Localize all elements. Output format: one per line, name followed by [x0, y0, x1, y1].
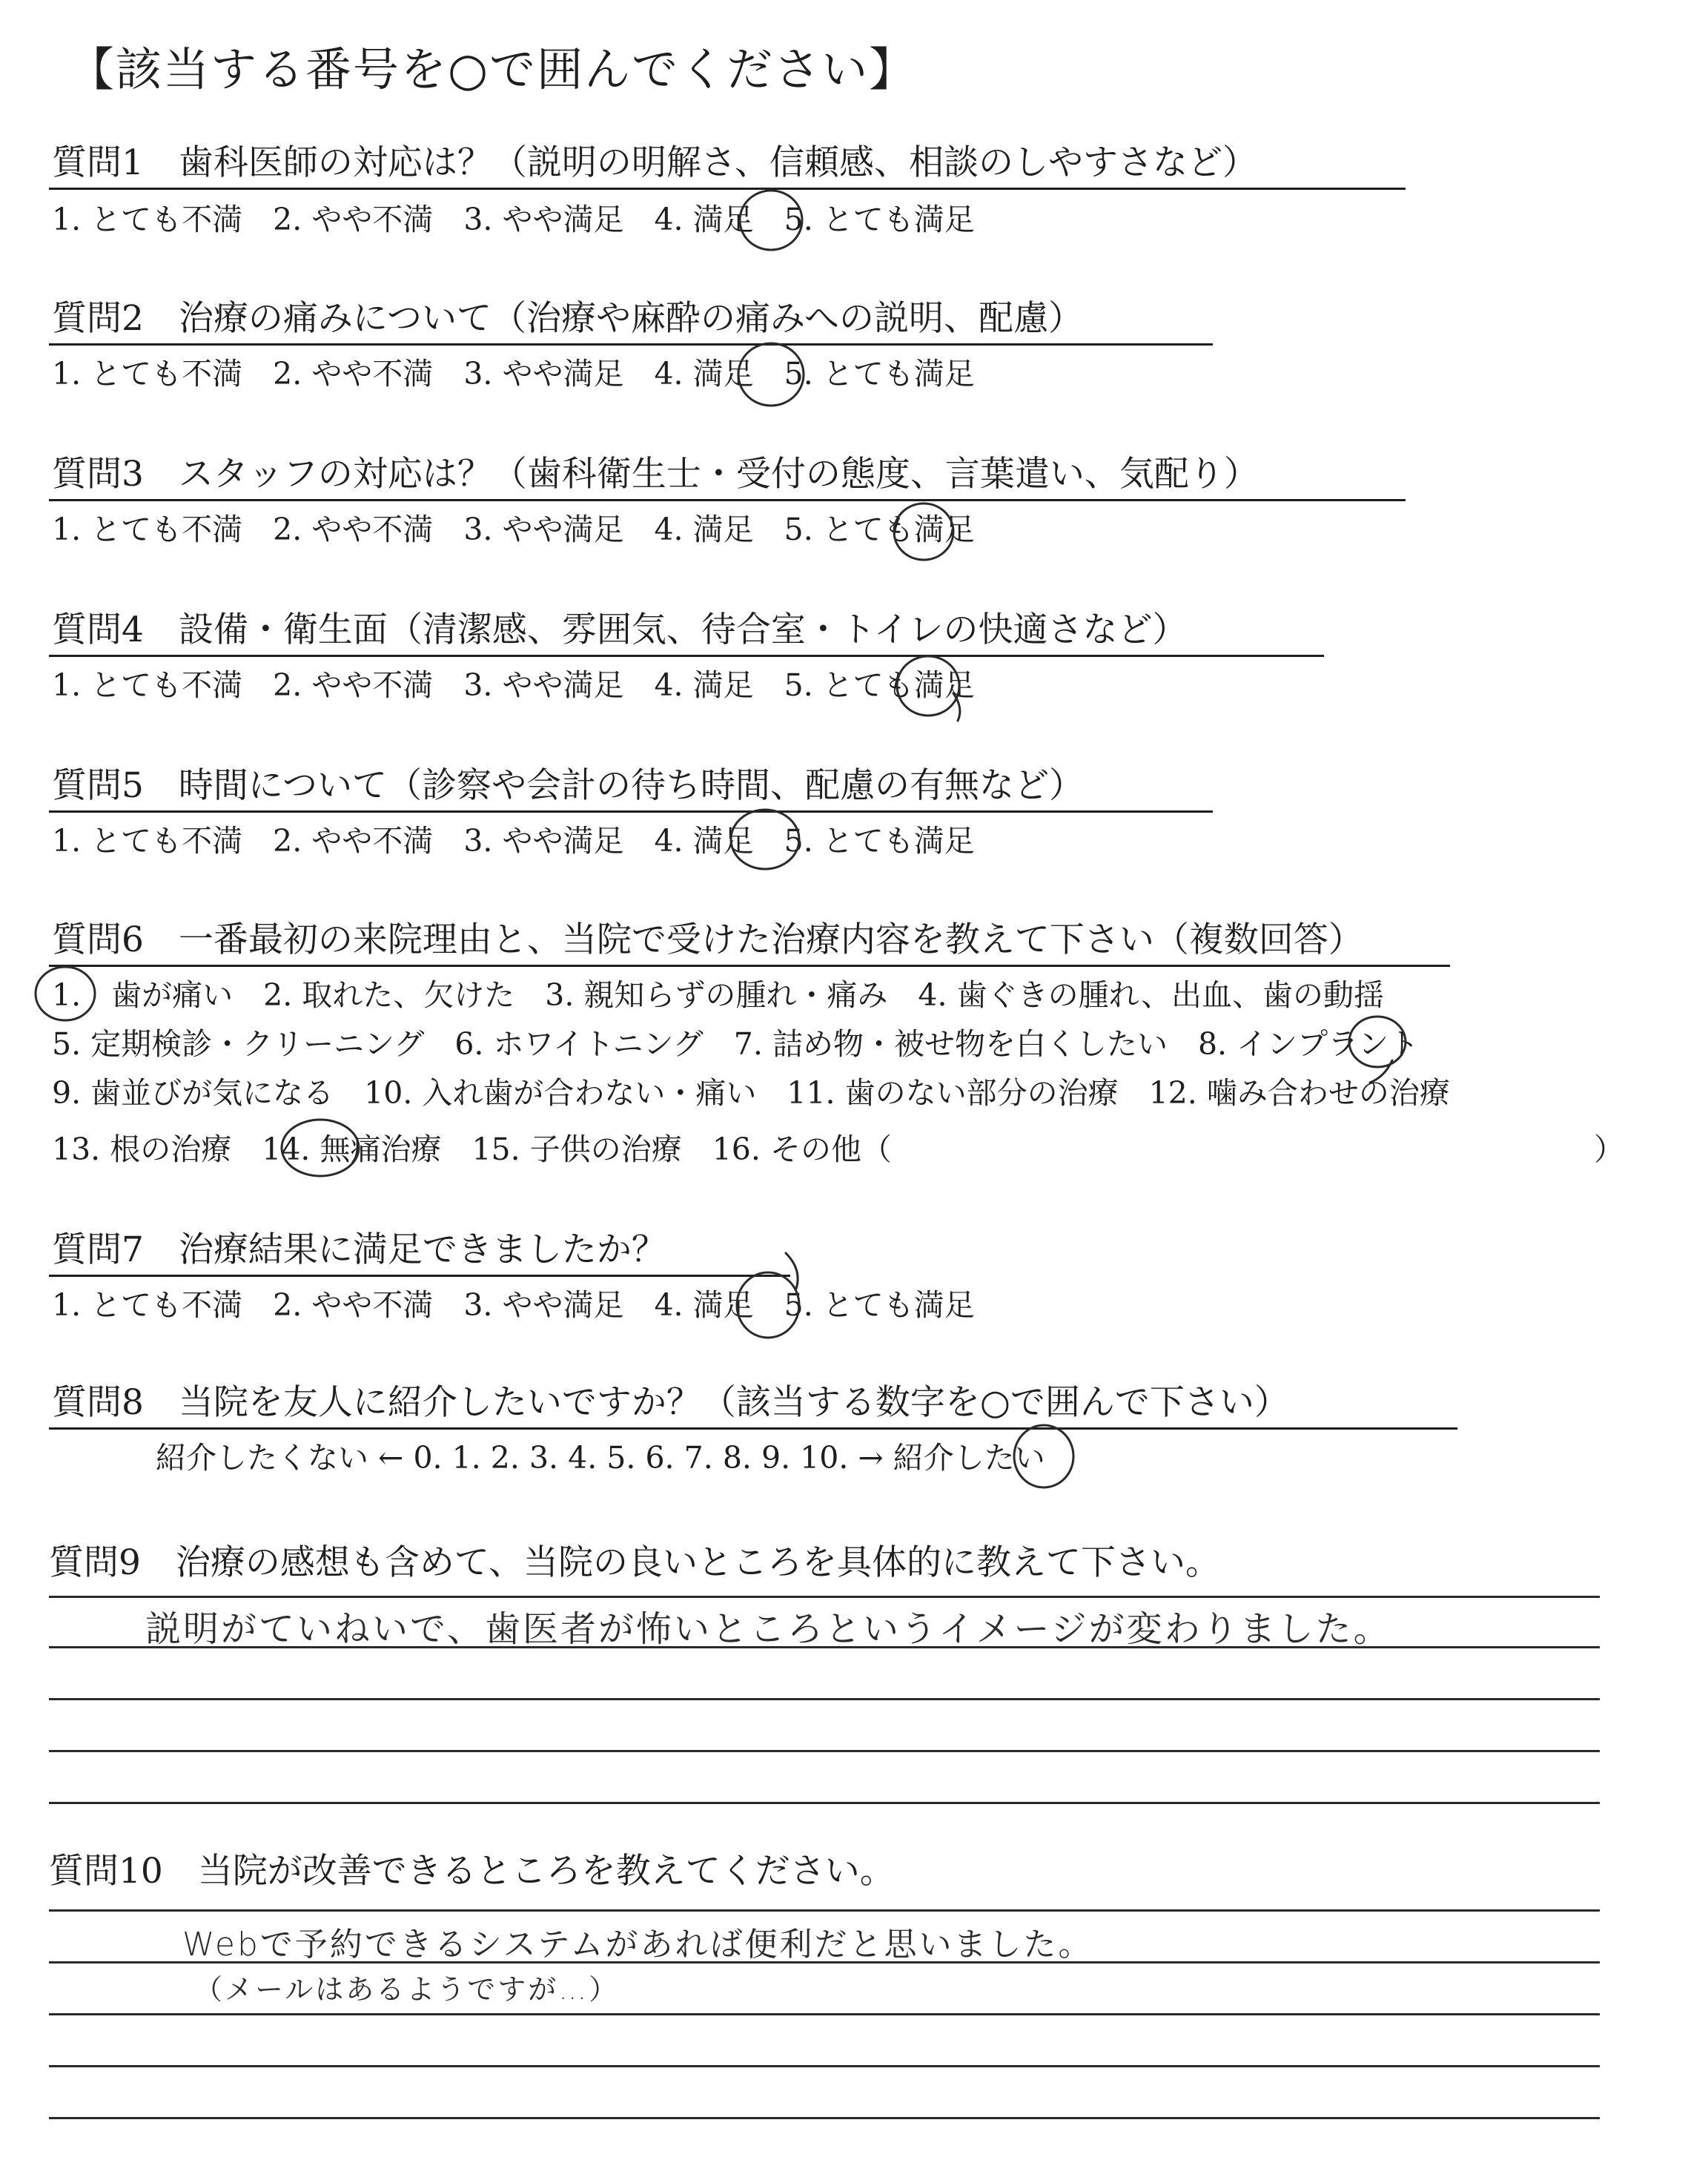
question-6-underline: [49, 965, 1450, 967]
question-3-options: [52, 509, 975, 550]
scale-6[interactable]: 6.: [645, 1440, 675, 1476]
option-2[interactable]: 2. やや不満: [273, 356, 434, 392]
scale-0[interactable]: 0.: [413, 1440, 443, 1476]
question-6-line-1[interactable]: 1. 歯が痛い 2. 取れた、欠けた 3. 親知らずの腫れ・痛み 4. 歯ぐきの腫れ、出血、歯の動揺: [52, 977, 1385, 1013]
option-3[interactable]: 3. やや満足: [463, 512, 624, 547]
option-1[interactable]: 1. とても不満: [52, 356, 243, 392]
question-10-heading: 質問10 当院が改善できるところを教えてください。: [49, 1851, 895, 1892]
option-4[interactable]: 4. 満足: [654, 356, 754, 392]
question-2-options: [52, 353, 975, 394]
question-7-heading: 質問7 治療結果に満足できましたか？: [52, 1229, 666, 1270]
answer-line: [49, 2013, 1600, 2015]
option-3[interactable]: 3. やや満足: [463, 667, 624, 703]
scale-5[interactable]: 5.: [606, 1440, 636, 1476]
option-2[interactable]: 2. やや不満: [273, 202, 434, 237]
option-5[interactable]: 5. とても満足: [784, 202, 975, 237]
option-3[interactable]: 3. やや満足: [463, 356, 624, 392]
option-5[interactable]: 5. とても満足: [784, 512, 975, 547]
form-title: 【該当する番号を○で囲んでください】: [68, 42, 917, 96]
answer-line: [49, 1750, 1600, 1752]
question-9-heading: 質問9 治療の感想も含めて、当院の良いところを具体的に教えて下さい。: [49, 1542, 1220, 1583]
scale-right-label: → 紹介したい: [858, 1440, 1045, 1476]
question-6-line-4[interactable]: 13. 根の治療 14. 無痛治療 15. 子供の治療 16. その他（: [52, 1132, 892, 1167]
question-3-underline: [49, 499, 1406, 501]
answer-line: [49, 1909, 1600, 1912]
option-4[interactable]: 4. 満足: [654, 823, 754, 859]
option-3[interactable]: 3. やや満足: [463, 823, 624, 859]
question-1-options: [52, 199, 975, 240]
question-4-underline: [49, 655, 1324, 657]
option-4[interactable]: 4. 満足: [654, 512, 754, 547]
q10-handwritten-answer-line-2[interactable]: （メールはあるようですが…）: [194, 1973, 620, 2006]
option-5[interactable]: 5. とても満足: [784, 356, 975, 392]
question-2-underline: [49, 343, 1213, 346]
question-7-options: [52, 1284, 975, 1326]
option-3[interactable]: 3. やや満足: [463, 1287, 624, 1323]
question-6-line-3[interactable]: 9. 歯並びが気になる 10. 入れ歯が合わない・痛い 11. 歯のない部分の治療 12. 噛み合わせの治療: [52, 1075, 1450, 1111]
question-4-options: [52, 664, 975, 706]
option-2[interactable]: 2. やや不満: [273, 512, 434, 547]
question-5-heading: 質問5 時間について（診察や会計の待ち時間、配慮の有無など）: [52, 765, 1084, 806]
scale-3[interactable]: 3.: [529, 1440, 559, 1476]
scale-left-label: 紹介したくない ←: [156, 1440, 404, 1476]
scale-2[interactable]: 2.: [490, 1440, 520, 1476]
q9-handwritten-answer[interactable]: 説明がていねいで、歯医者が怖いところというイメージが変わりました。: [145, 1608, 1391, 1650]
question-1-underline: [49, 188, 1406, 190]
recommend-scale: [156, 1437, 1045, 1479]
question-5-underline: [49, 810, 1213, 813]
option-2[interactable]: 2. やや不満: [273, 1287, 434, 1323]
option-1[interactable]: 1. とても不満: [52, 512, 243, 547]
question-8-heading: 質問8 当院を友人に紹介したいですか？（該当する数字を○で囲んで下さい）: [52, 1382, 1289, 1423]
option-1[interactable]: 1. とても不満: [52, 202, 243, 237]
scale-1[interactable]: 1.: [451, 1440, 481, 1476]
question-8-underline: [49, 1427, 1457, 1430]
question-1-heading: 質問1 歯科医師の対応は？（説明の明解さ、信頼感、相談のしやすさなど）: [52, 142, 1258, 183]
question-3-heading: 質問3 スタッフの対応は？（歯科衛生士・受付の態度、言葉遣い、気配り）: [52, 454, 1259, 495]
q7-circle-tail: [786, 1253, 798, 1289]
option-1[interactable]: 1. とても不満: [52, 1287, 243, 1323]
question-5-options: [52, 820, 975, 862]
question-2-heading: 質問2 治療の痛みについて（治療や麻酔の痛みへの説明、配慮）: [52, 298, 1084, 339]
answer-line: [49, 2065, 1600, 2067]
scale-8[interactable]: 8.: [722, 1440, 752, 1476]
option-1[interactable]: 1. とても不満: [52, 667, 243, 703]
other-close-paren: ）: [1594, 1132, 1624, 1167]
answer-line: [49, 1698, 1600, 1700]
option-5[interactable]: 5. とても満足: [784, 823, 975, 859]
option-2[interactable]: 2. やや不満: [273, 667, 434, 703]
answer-line: [49, 1802, 1600, 1804]
scale-4[interactable]: 4.: [568, 1440, 598, 1476]
option-1[interactable]: 1. とても不満: [52, 823, 243, 859]
option-4[interactable]: 4. 満足: [654, 667, 754, 703]
q10-handwritten-answer-line-1[interactable]: Webで予約できるシステムがあれば便利だと思いました。: [182, 1926, 1093, 1964]
option-5[interactable]: 5. とても満足: [784, 1287, 975, 1323]
option-2[interactable]: 2. やや不満: [273, 823, 434, 859]
option-4[interactable]: 4. 満足: [654, 1287, 754, 1323]
question-6-heading: 質問6 一番最初の来院理由と、当院で受けた治療内容を教えて下さい（複数回答）: [52, 919, 1363, 960]
answer-line: [49, 1596, 1600, 1598]
scale-7[interactable]: 7.: [683, 1440, 713, 1476]
option-4[interactable]: 4. 満足: [654, 202, 754, 237]
option-5[interactable]: 5. とても満足: [784, 667, 975, 703]
question-7-underline: [49, 1275, 790, 1277]
scale-9[interactable]: 9.: [761, 1440, 791, 1476]
scale-10[interactable]: 10.: [800, 1440, 849, 1476]
option-3[interactable]: 3. やや満足: [463, 202, 624, 237]
question-4-heading: 質問4 設備・衛生面（清潔感、雰囲気、待合室・トイレの快適さなど）: [52, 610, 1188, 650]
answer-line: [49, 2117, 1600, 2119]
question-6-line-2[interactable]: 5. 定期検診・クリーニング 6. ホワイトニング 7. 詰め物・被せ物を白くしたい 8. インプラント: [52, 1026, 1420, 1062]
